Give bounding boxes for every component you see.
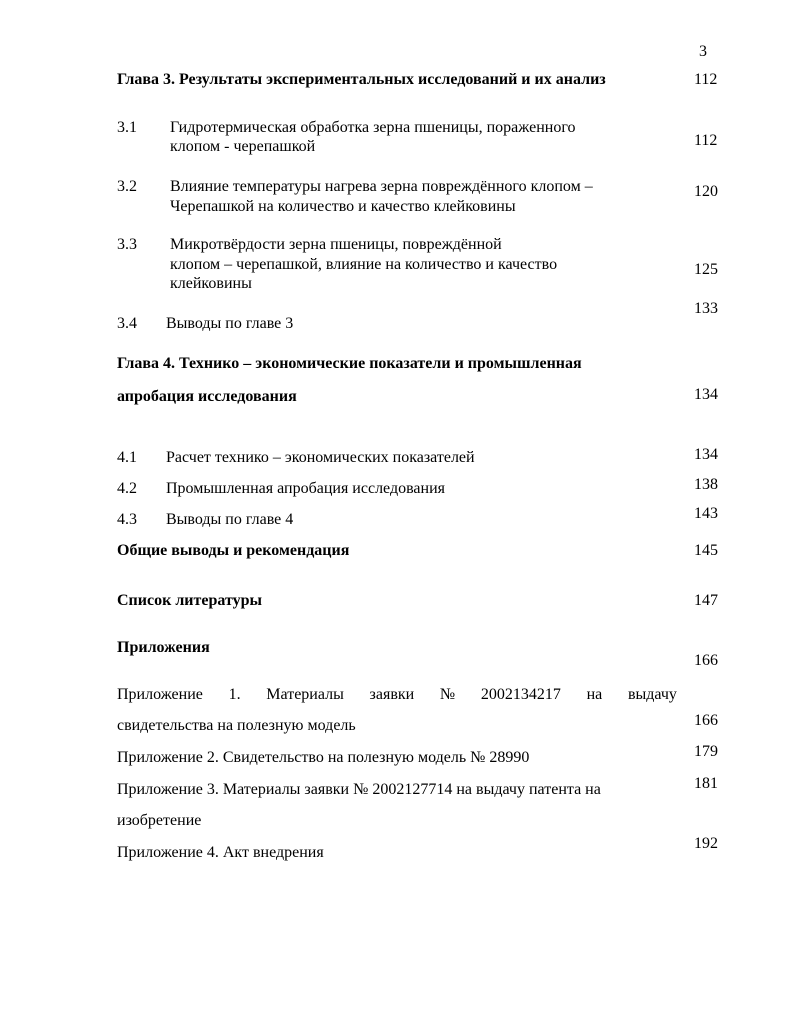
toc-appendix-1-word: Приложение <box>117 686 203 703</box>
toc-chapter-3-title: Глава 3. Результаты экспериментальных исследований и их анализ <box>117 71 606 88</box>
toc-appendix-1-word: на <box>586 686 603 703</box>
toc-appendix-4-title: Приложение 4. Акт внедрения <box>117 844 324 861</box>
toc-appendix-1-word: заявки <box>369 686 415 703</box>
toc-section-4-1-page: 134 <box>694 446 718 463</box>
toc-appendix-4-page: 192 <box>694 835 718 852</box>
toc-section-3-2-number: 3.2 <box>117 178 137 195</box>
toc-appendix-1-word: 1. <box>228 686 241 703</box>
toc-chapter-4-title-line1: Глава 4. Технико – экономические показатели и промышленная <box>117 355 582 372</box>
toc-section-3-1-page: 112 <box>694 132 718 149</box>
toc-section-4-3-number: 4.3 <box>117 511 137 528</box>
toc-appendix-1-word: № <box>439 686 456 703</box>
toc-section-3-4-title: Выводы по главе 3 <box>166 315 294 332</box>
toc-appendices-title: Приложения <box>117 639 210 656</box>
toc-section-3-1-title-line1: Гидротермическая обработка зерна пшеницы, пораженного <box>170 119 576 136</box>
toc-section-4-3-page: 143 <box>694 505 718 522</box>
toc-section-3-2-title-line2: Черепашкой на количество и качество клейковины <box>170 198 516 215</box>
toc-appendix-3-page: 181 <box>694 775 718 792</box>
toc-section-3-2-page: 120 <box>694 183 718 200</box>
toc-appendix-1-title-line2: свидетельства на полезную модель <box>117 717 356 734</box>
toc-section-3-3-title-line1: Микротвёрдости зерна пшеницы, повреждённой <box>170 236 502 253</box>
toc-section-3-1-title-line2: клопом - черепашкой <box>170 138 316 155</box>
toc-appendix-3-title-line1: Приложение 3. Материалы заявки № 2002127714 на выдачу патента на <box>117 781 601 798</box>
toc-general-conclusions-page: 145 <box>694 542 718 559</box>
toc-section-3-3-page: 125 <box>694 261 718 278</box>
toc-section-4-3-title: Выводы по главе 4 <box>166 511 294 528</box>
toc-chapter-3-page: 112 <box>694 71 718 88</box>
toc-section-3-3-number: 3.3 <box>117 236 137 253</box>
toc-chapter-4-title-line2: апробация исследования <box>117 388 297 405</box>
toc-references-title: Список литературы <box>117 592 262 609</box>
toc-section-3-4-number: 3.4 <box>117 315 137 332</box>
toc-chapter-4-page: 134 <box>694 386 718 403</box>
toc-section-3-4-page: 133 <box>694 300 718 317</box>
toc-section-4-1-number: 4.1 <box>117 449 137 466</box>
toc-appendix-2-page: 179 <box>694 743 718 760</box>
toc-appendix-1-word: выдачу <box>627 686 677 703</box>
toc-section-4-2-title: Промышленная апробация исследования <box>166 480 446 497</box>
toc-section-3-3-title-line3: клейковины <box>170 275 252 292</box>
toc-section-4-1-title: Расчет технико – экономических показателей <box>166 449 475 466</box>
toc-references-page: 147 <box>694 592 718 609</box>
toc-section-3-2-title-line1: Влияние температуры нагрева зерна повреждённого клопом – <box>170 178 593 195</box>
toc-appendices-page: 166 <box>694 652 718 669</box>
toc-appendix-2-title: Приложение 2. Свидетельство на полезную модель № 28990 <box>117 749 530 766</box>
toc-appendix-3-title-line2: изобретение <box>117 812 202 829</box>
toc-appendix-1-title-line1 <box>117 685 677 705</box>
page-number: 3 <box>699 43 707 60</box>
toc-appendix-1-page: 166 <box>694 712 718 729</box>
toc-section-4-2-number: 4.2 <box>117 480 137 497</box>
toc-section-3-3-title-line2: клопом – черепашкой, влияние на количество и качество <box>170 256 558 273</box>
toc-appendix-1-word: Материалы <box>266 686 344 703</box>
toc-appendix-1-word: 2002134217 <box>480 686 561 703</box>
toc-section-4-2-page: 138 <box>694 476 718 493</box>
toc-general-conclusions-title: Общие выводы и рекомендация <box>117 542 350 559</box>
toc-section-3-1-number: 3.1 <box>117 119 137 136</box>
